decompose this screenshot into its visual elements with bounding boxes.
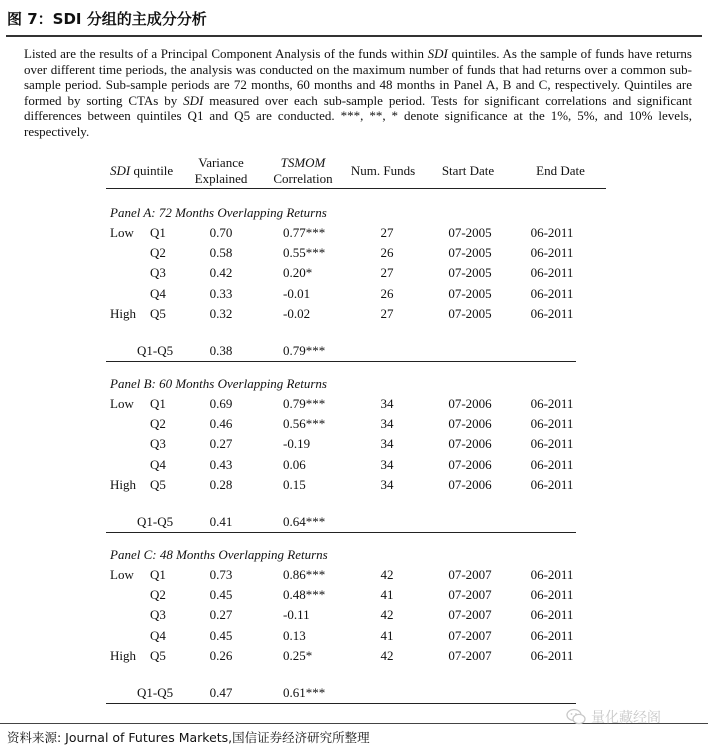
cell-correlation: 0.06: [283, 456, 306, 472]
cell-quintile: Q3: [150, 607, 166, 623]
header-rule: [106, 188, 606, 189]
cell-variance: 0.70: [209, 225, 233, 240]
cell-start-date: 07-2005: [448, 265, 492, 281]
cell-quintile: Q1: [150, 396, 166, 411]
cell-quintile: Q2: [150, 416, 166, 432]
panel-title: Panel C: 48 Months Overlapping Returns: [110, 547, 328, 562]
cell-num-funds: 27: [380, 265, 394, 281]
cell-variance: 0.58: [209, 245, 233, 261]
cell-start-date: 07-2006: [448, 456, 492, 472]
cell-correlation: 0.55***: [283, 245, 326, 261]
cell-start-date: 07-2005: [448, 305, 492, 321]
cell-quintile: Q1: [150, 225, 166, 240]
cell-end-date: 06-2011: [530, 607, 574, 623]
cell-variance: 0.46: [209, 416, 233, 432]
panel-rule: [106, 703, 576, 704]
cell-variance: 0.42: [209, 265, 233, 281]
cell-tag: Low: [110, 396, 134, 411]
cell-num-funds: 27: [380, 305, 394, 321]
cell-correlation: 0.79***: [283, 396, 326, 411]
cell-variance: 0.73: [209, 567, 233, 582]
cell-diff-correlation: 0.79***: [283, 343, 326, 358]
cell-variance: 0.69: [209, 396, 233, 411]
cell-start-date: 07-2005: [448, 285, 492, 301]
cell-end-date: 06-2011: [530, 225, 574, 240]
cell-quintile: Q1: [150, 567, 166, 582]
figure-title: 图 7：SDI 分组的主成分分析: [7, 10, 207, 28]
cell-start-date: 07-2006: [448, 436, 492, 452]
cell-quintile: Q5: [150, 476, 166, 492]
cell-start-date: 07-2007: [448, 607, 492, 623]
caption-segment: quintiles. As the sample of funds have returns over different time periods, the analysis was conducted on the maximum number of funds that had returns over a common sub-sample period. Sub-sample periods are 72 months, 60 months and 48 months in Panel A, B and C, respectively. Quintiles are formed by sorting CTAs by: [24, 46, 692, 108]
cell-end-date: 06-2011: [530, 476, 574, 492]
cell-diff-correlation: 0.61***: [283, 685, 326, 700]
cell-start-date: 07-2007: [448, 587, 492, 603]
cell-num-funds: 26: [380, 245, 394, 261]
cell-variance: 0.27: [209, 607, 233, 623]
cell-quintile: Q4: [150, 627, 166, 643]
panel-rule: [106, 361, 576, 362]
cell-quintile: Q5: [150, 647, 166, 663]
cell-correlation: 0.15: [283, 476, 306, 492]
cell-diff-variance: 0.41: [209, 514, 233, 529]
cell-variance: 0.45: [209, 627, 233, 643]
header-quintile: quintile: [130, 163, 174, 178]
cell-num-funds: 27: [380, 225, 394, 240]
cell-end-date: 06-2011: [530, 396, 574, 411]
cell-diff-variance: 0.47: [209, 685, 233, 700]
caption-segment: SDI: [183, 92, 204, 108]
panel-title: Panel B: 60 Months Overlapping Returns: [110, 376, 327, 391]
cell-quintile: Q2: [150, 587, 166, 603]
caption-segment: measured over each sub-sample period. Tests for significant correlations and significant differences between quintiles Q1 and Q5 are conducted. ***, **, * denote significance at the 1%, 5%, and 10% levels, respectively.: [24, 92, 693, 139]
cell-correlation: 0.86***: [283, 567, 326, 582]
cell-start-date: 07-2005: [448, 245, 492, 261]
cell-variance: 0.26: [209, 647, 233, 663]
table-caption: [24, 46, 692, 140]
header-variance-1: Variance: [198, 155, 244, 170]
header-start-date: Start Date: [441, 163, 495, 178]
cell-end-date: 06-2011: [530, 265, 574, 281]
cell-num-funds: 34: [380, 436, 394, 452]
cell-diff-label: Q1-Q5: [137, 343, 174, 358]
cell-start-date: 07-2007: [448, 647, 492, 663]
cell-variance: 0.27: [209, 436, 233, 452]
cell-tag: High: [110, 647, 136, 663]
cell-quintile: Q5: [150, 305, 166, 321]
cell-end-date: 06-2011: [530, 436, 574, 452]
cell-end-date: 06-2011: [530, 647, 574, 663]
cell-num-funds: 34: [380, 476, 394, 492]
cell-start-date: 07-2007: [448, 567, 492, 582]
cell-correlation: 0.77***: [283, 225, 326, 240]
cell-end-date: 06-2011: [530, 567, 574, 582]
cell-quintile: Q3: [150, 436, 166, 452]
cell-correlation: -0.01: [283, 285, 311, 301]
cell-tag: Low: [110, 225, 134, 240]
cell-correlation: 0.25*: [283, 647, 313, 663]
cell-num-funds: 34: [380, 456, 394, 472]
cell-end-date: 06-2011: [530, 305, 574, 321]
cell-diff-label: Q1-Q5: [137, 685, 174, 700]
cell-correlation: -0.02: [283, 305, 311, 321]
cell-variance: 0.33: [209, 285, 233, 301]
title-rule: [6, 35, 702, 37]
cell-num-funds: 42: [380, 567, 394, 582]
header-tsmom-1: TSMOM: [280, 155, 326, 170]
cell-start-date: 07-2007: [448, 627, 492, 643]
header-variance-2: Explained: [194, 171, 248, 186]
cell-num-funds: 34: [380, 416, 394, 432]
cell-start-date: 07-2006: [448, 396, 492, 411]
header-sdi: SDI: [110, 163, 131, 178]
cell-num-funds: 41: [380, 627, 394, 643]
watermark-text: 量化藏经阁: [591, 710, 661, 726]
cell-correlation: 0.56***: [283, 416, 326, 432]
cell-num-funds: 26: [380, 285, 394, 301]
caption-segment: Listed are the results of a Principal Component Analysis of the funds within: [24, 46, 428, 61]
cell-diff-label: Q1-Q5: [137, 514, 174, 529]
cell-end-date: 06-2011: [530, 245, 574, 261]
cell-quintile: Q4: [150, 456, 166, 472]
cell-quintile: Q3: [150, 265, 166, 281]
cell-correlation: 0.20*: [283, 265, 313, 281]
cell-tag: High: [110, 305, 136, 321]
cell-num-funds: 42: [380, 647, 394, 663]
watermark: [566, 707, 661, 727]
header-tsmom-2: Correlation: [273, 171, 333, 186]
cell-diff-variance: 0.38: [209, 343, 233, 358]
caption-segment: SDI: [427, 46, 448, 61]
header-num-funds: Num. Funds: [350, 163, 416, 178]
cell-num-funds: 42: [380, 607, 394, 623]
cell-end-date: 06-2011: [530, 456, 574, 472]
cell-num-funds: 41: [380, 587, 394, 603]
header-end-date: End Date: [536, 163, 585, 178]
cell-end-date: 06-2011: [530, 587, 574, 603]
cell-start-date: 07-2006: [448, 476, 492, 492]
cell-end-date: 06-2011: [530, 285, 574, 301]
cell-correlation: -0.11: [283, 607, 310, 623]
source-note: 资料来源: Journal of Futures Markets,国信证券经济研究所整理: [7, 730, 370, 745]
cell-correlation: 0.13: [283, 627, 306, 643]
cell-start-date: 07-2005: [448, 225, 492, 240]
cell-quintile: Q4: [150, 285, 166, 301]
cell-end-date: 06-2011: [530, 627, 574, 643]
wechat-icon: [566, 708, 586, 726]
cell-tag: Low: [110, 567, 134, 582]
cell-variance: 0.43: [209, 456, 233, 472]
cell-variance: 0.45: [209, 587, 233, 603]
cell-diff-correlation: 0.64***: [283, 514, 326, 529]
cell-quintile: Q2: [150, 245, 166, 261]
header-sdi-quintile: [110, 163, 173, 178]
cell-start-date: 07-2006: [448, 416, 492, 432]
panel-rule: [106, 532, 576, 533]
cell-tag: High: [110, 476, 136, 492]
cell-num-funds: 34: [380, 396, 394, 411]
cell-variance: 0.28: [209, 476, 233, 492]
cell-end-date: 06-2011: [530, 416, 574, 432]
cell-variance: 0.32: [209, 305, 233, 321]
cell-correlation: 0.48***: [283, 587, 326, 603]
panel-title: Panel A: 72 Months Overlapping Returns: [110, 205, 327, 220]
cell-correlation: -0.19: [283, 436, 311, 452]
